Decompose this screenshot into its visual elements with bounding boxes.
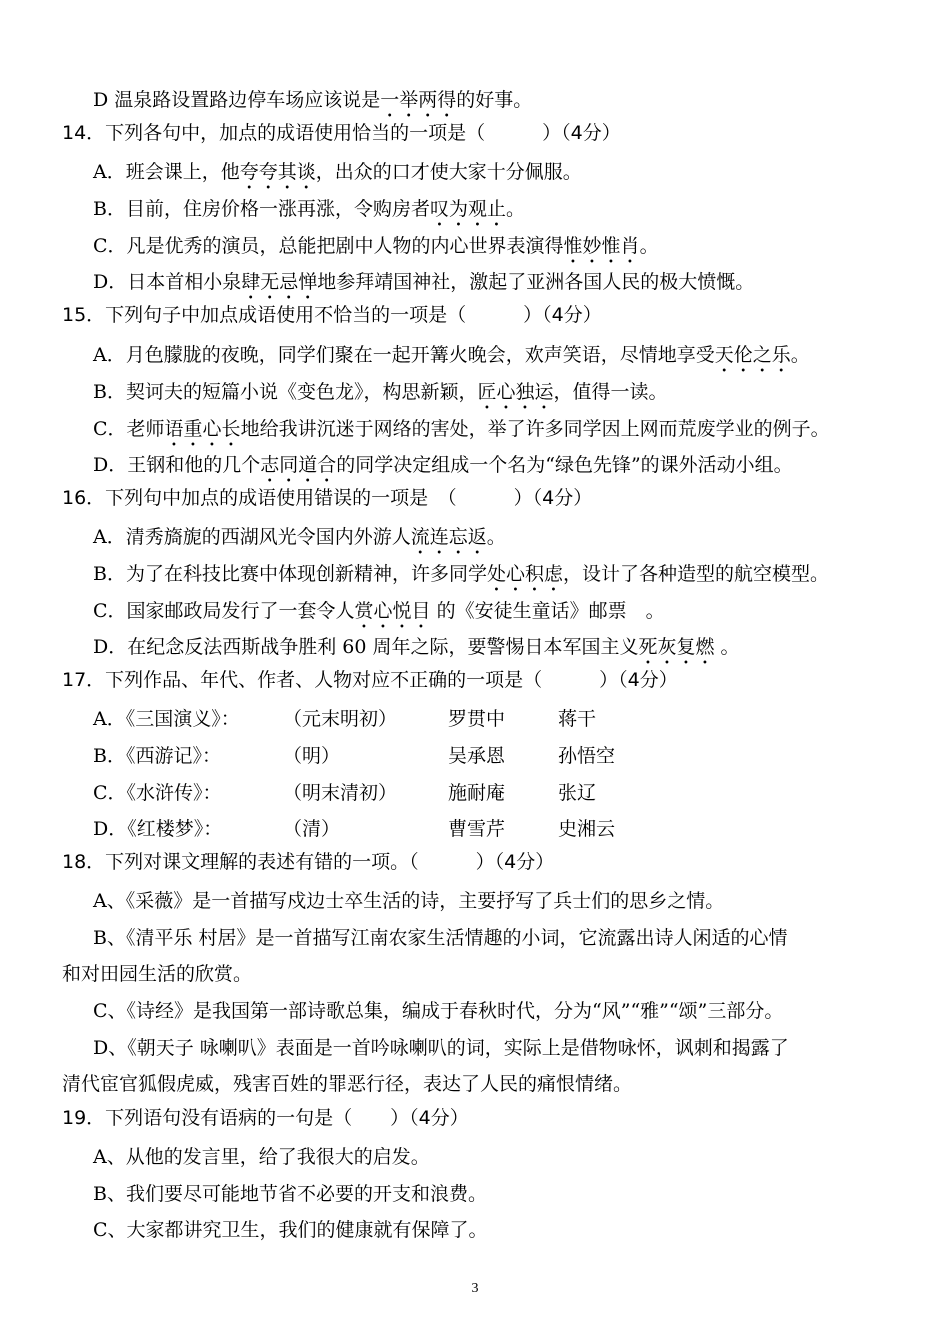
- q16-option-a: A．清秀旖旎的西湖风光令国内外游人流连忘返。: [93, 526, 506, 548]
- q13-option-d: D 温泉路设置路边停车场应该说是一举两得的好事。: [93, 89, 533, 111]
- q18-option-b-line1: B、《清平乐 村居》是一首描写江南农家生活情趣的小词，它流露出诗人闲适的心情: [93, 927, 788, 949]
- q14-option-c: C．凡是优秀的演员，总能把剧中人物的内心世界表演得惟妙惟肖。: [93, 235, 659, 257]
- q19-option-a: A、从他的发言里，给了我很大的启发。: [93, 1146, 430, 1168]
- page-number: 3: [471, 1281, 479, 1296]
- q17-option-c: C．《水浒传》： （明末清初） 施耐庵 张辽: [93, 782, 597, 804]
- q14-option-d: D．日本首相小泉肆无忌惮地参拜靖国神社，激起了亚洲各国人民的极大愤慨。: [93, 271, 755, 293]
- q16-option-b: B．为了在科技比赛中体现创新精神，许多同学处心积虑，设计了各种造型的航空模型。: [93, 563, 829, 585]
- q18-option-d-line2: 清代宦官狐假虎威，残害百姓的罪恶行径，表达了人民的痛恨情绪。: [62, 1073, 633, 1095]
- q18-option-c: C、《诗经》是我国第一部诗歌总集，编成于春秋时代，分为“风”“雅”“颂”三部分。: [93, 1000, 784, 1022]
- q19-option-b: B、我们要尽可能地节省不必要的开支和浪费。: [93, 1183, 487, 1205]
- q14-option-b: B．目前，住房价格一涨再涨，令购房者叹为观止。: [93, 198, 525, 220]
- q14-option-a: A．班会课上，他夸夸其谈，出众的口才使大家十分佩服。: [93, 161, 582, 183]
- q19-option-c: C、大家都讲究卫生，我们的健康就有保障了。: [93, 1219, 488, 1241]
- q18-option-b-line2: 和对田园生活的欣赏。: [62, 963, 253, 985]
- q18-option-d-line1: D、《朝天子 咏喇叭》表面是一首吟咏喇叭的词，实际上是借物咏怀，讽刺和揭露了: [93, 1037, 789, 1059]
- question-15-title: 15．下列句子中加点成语使用不恰当的一项是（ ）（4分）: [62, 304, 602, 326]
- q15-option-d: D．王钢和他的几个志同道合的同学决定组成一个名为“绿色先锋”的课外活动小组。: [93, 454, 793, 476]
- q17-option-b: B．《西游记》： （明） 吴承恩 孙悟空: [93, 745, 616, 767]
- question-17-title: 17．下列作品、年代、作者、人物对应不正确的一项是（ ）（4分）: [62, 669, 678, 691]
- q17-option-a: A．《三国演义》： （元末明初） 罗贯中 蒋干: [93, 708, 597, 730]
- q16-option-d: D．在纪念反法西斯战争胜利 60 周年之际，要警惕日本军国主义死灰复燃 。: [93, 636, 740, 658]
- question-18-title: 18．下列对课文理解的表述有错的一项。（ ）（4分）: [62, 851, 555, 873]
- q15-option-c: C．老师语重心长地给我讲沉迷于网络的害处，举了许多同学因上网而荒废学业的例子。: [93, 418, 830, 440]
- question-19-title: 19．下列语句没有语病的一句是（ ）（4分）: [62, 1107, 469, 1129]
- q16-option-c: C．国家邮政局发行了一套令人赏心悦目 的《安徒生童话》邮票 。: [93, 600, 665, 622]
- q15-option-b: B．契诃夫的短篇小说《变色龙》，构思新颖，匠心独运，值得一读。: [93, 381, 668, 403]
- q18-option-a: A、《采薇》是一首描写戍边士卒生活的诗，主要抒写了兵士们的思乡之情。: [93, 890, 725, 912]
- question-14-title: 14．下列各句中，加点的成语使用恰当的一项是（ ）（4分）: [62, 122, 621, 144]
- q15-option-a: A．月色朦胧的夜晚，同学们聚在一起开篝火晚会，欢声笑语，尽情地享受天伦之乐。: [93, 344, 810, 366]
- question-16-title: 16．下列句中加点的成语使用错误的一项是 （ ）（4分）: [62, 487, 593, 509]
- q17-option-d: D．《红楼梦》： （清） 曹雪芹 史湘云: [93, 818, 616, 840]
